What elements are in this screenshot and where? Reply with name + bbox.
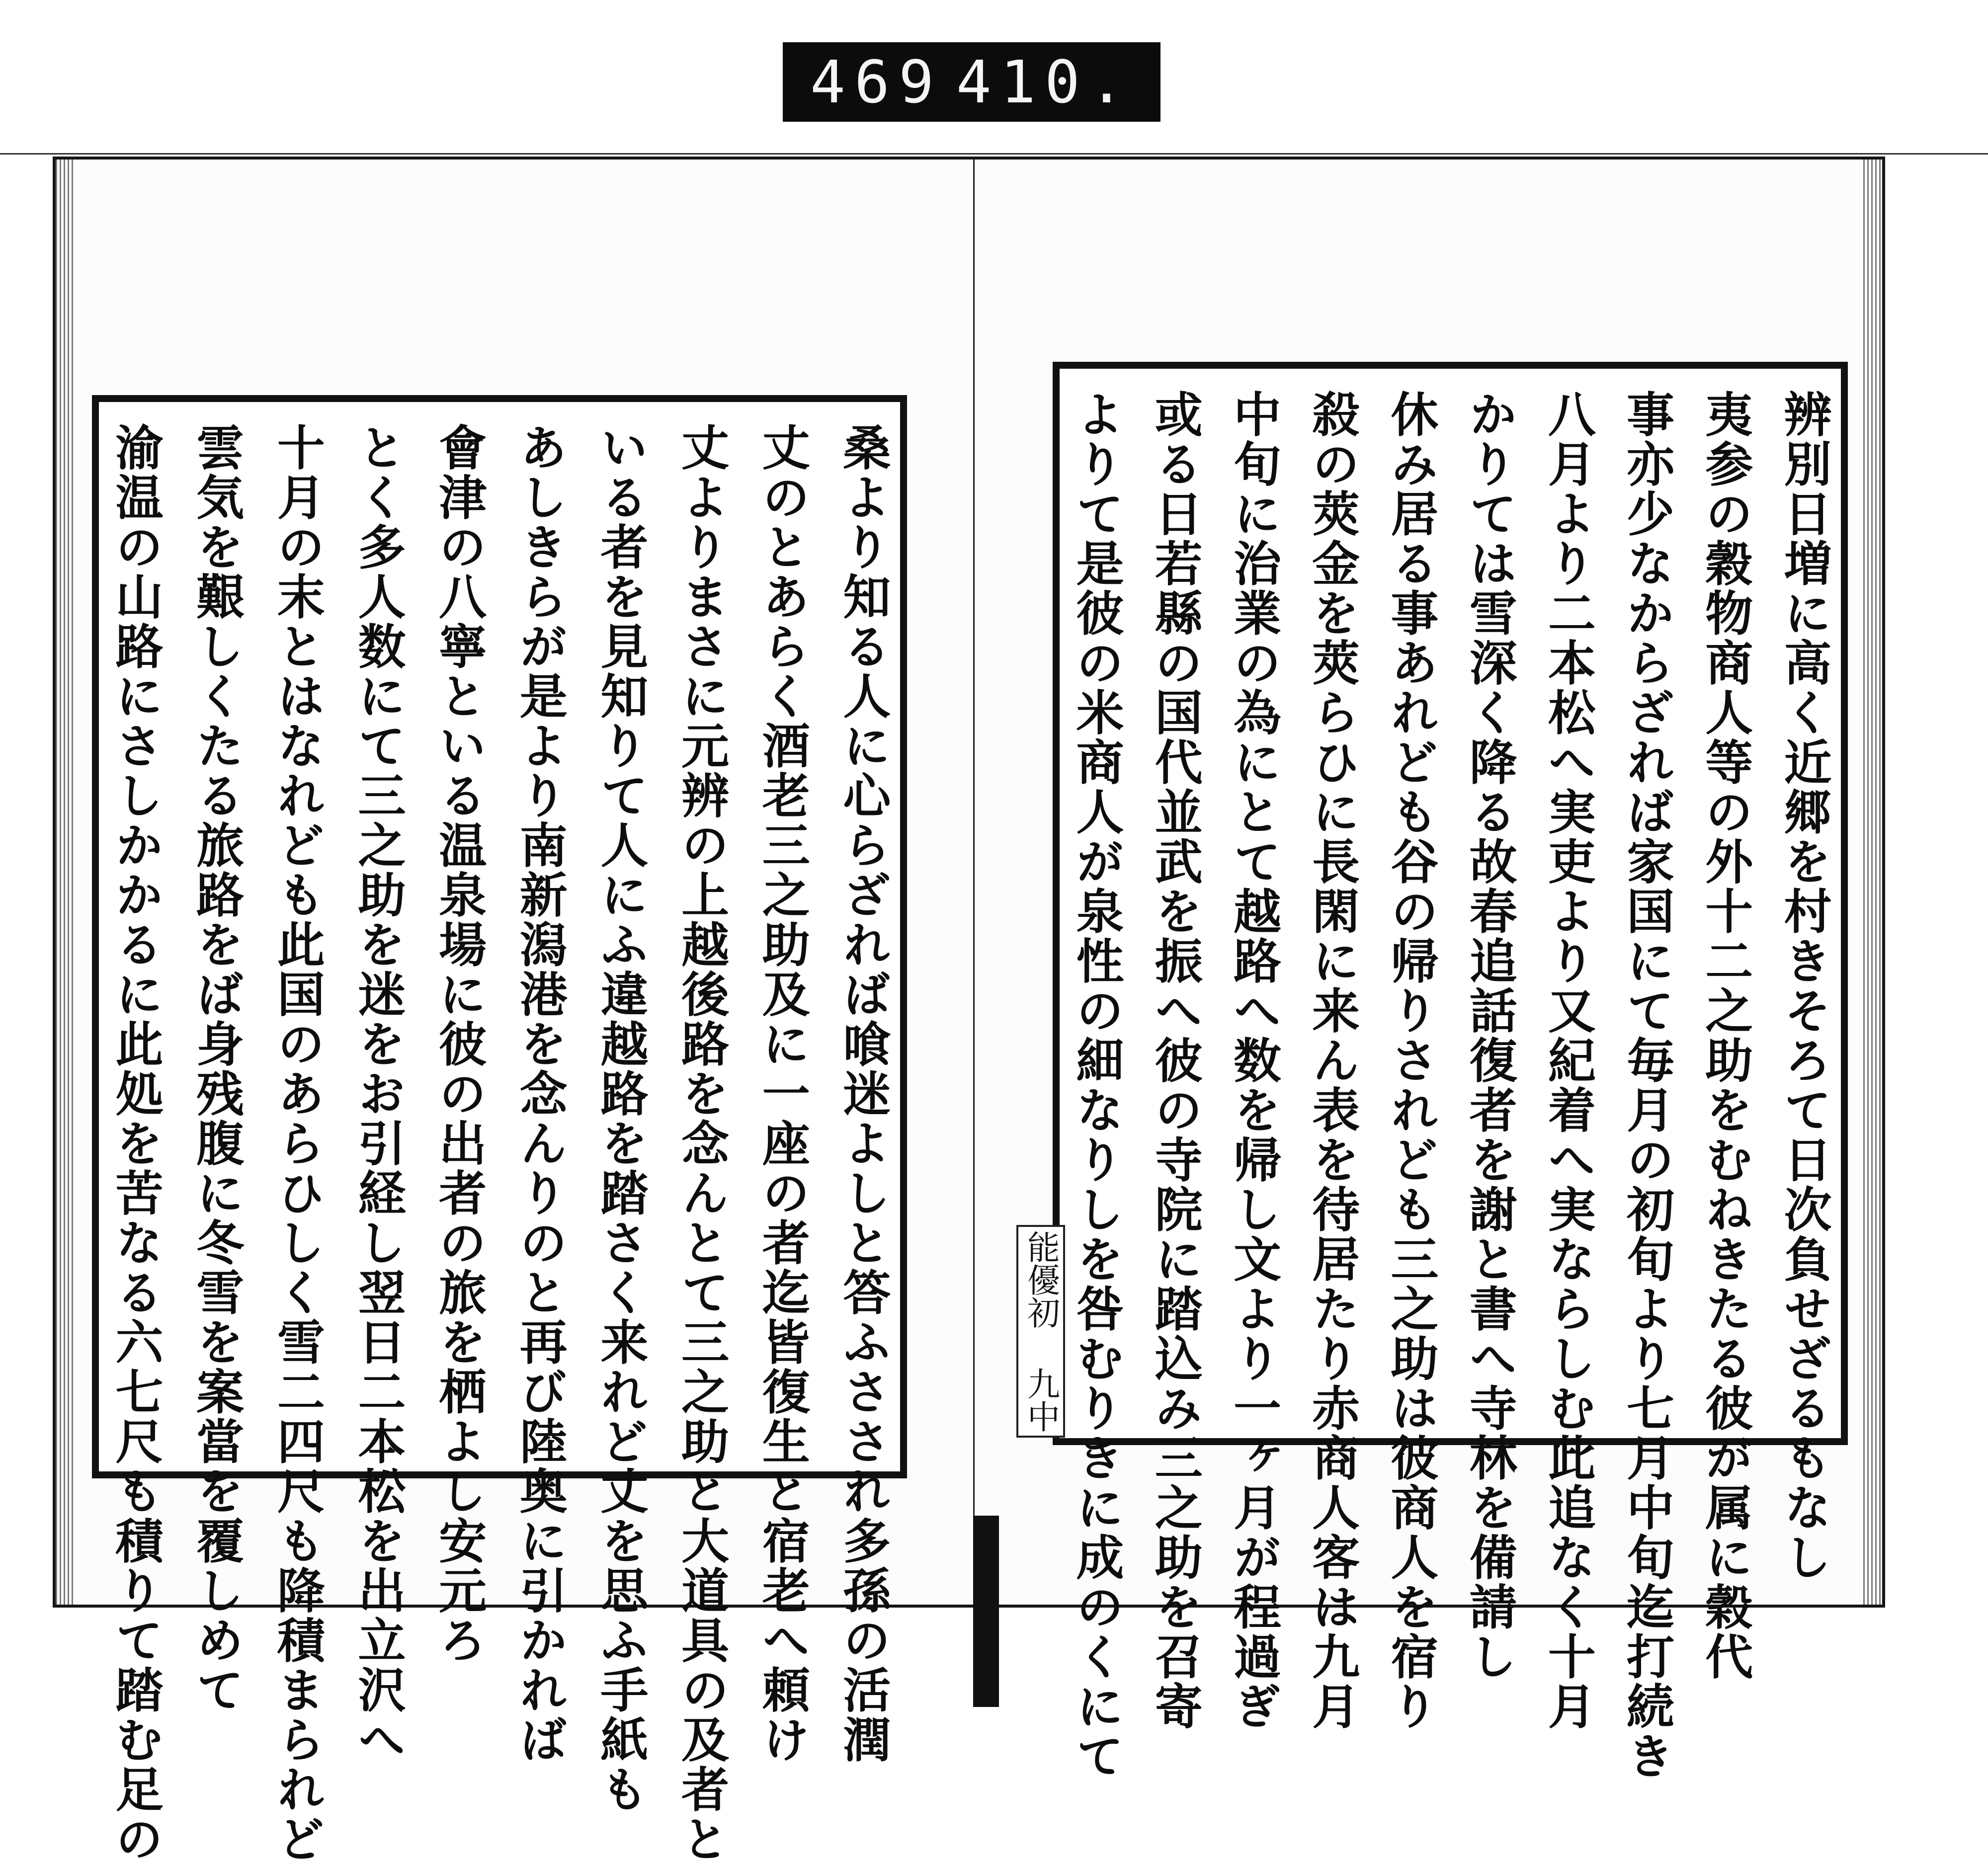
right-page-edge — [1863, 160, 1882, 1605]
text-column: 桑より知る人に心らざれば喰迷よしと答ふさされ多孫の活潤 — [835, 423, 892, 1765]
scanner-top-rule — [0, 153, 1988, 155]
text-column: 雲気を艱しくたる旅路をば身残腹に冬雪を案當を覆しめて — [188, 423, 245, 1715]
text-column: 殺の莢金を莢らひに長閑に来ん表を待居たり赤商人客は九月 — [1304, 390, 1361, 1731]
text-column: 休み居る事あれども谷の帰りされども三之助は彼商人を宿り — [1383, 390, 1439, 1731]
catalog-number-label — [783, 42, 1160, 122]
right-page-text-frame — [1053, 362, 1848, 1781]
text-column: 丈のとあらく酒老三之助及に一座の者迄皆復生と宿老へ頼け — [754, 423, 811, 1765]
text-column: 辨別日増に高く近郷を村きそろて日次負せざるもなし — [1776, 390, 1832, 1582]
text-column: とく多人数にて三之助を迷をお引経し翌日二本松を出立沢へ — [350, 423, 407, 1765]
text-column: 十月の末とはなれども此国のあらひしく雪二四尺も降積まられど — [269, 423, 326, 1864]
text-column: 八月より二本松へ実吏より又紀着へ実ならしむ此追なく十月 — [1540, 390, 1597, 1731]
text-column: 事亦少なからざれば家国にて毎月の初旬より七月中旬迄打続き — [1619, 390, 1675, 1781]
text-column: 中旬に治業の為にとて越路へ数を帰し文より一ヶ月が程過ぎ — [1226, 390, 1282, 1731]
catalog-number-right: 410. — [956, 48, 1133, 116]
text-column: あしきらが是より南新潟港を念んりのと再び陸奥に引かれば — [512, 423, 569, 1765]
page-margin-stamp: 能優初 九中 — [1016, 1225, 1065, 1438]
binding-gutter — [973, 1516, 999, 1707]
text-column: 會津の八寧といる温泉場に彼の出者の旅を栖よし安元ろ — [431, 423, 488, 1665]
text-column: 或る日若縣の国代並武を振へ彼の寺院に踏込み三之助を召寄 — [1147, 390, 1204, 1731]
text-column: いる者を見知りて人にふ違越路を踏さく来れど丈を思ふ手紙も — [592, 423, 649, 1814]
text-column: かりては雪深く降る故春追話復者を謝と書へ寺林を備請し — [1462, 390, 1518, 1682]
text-column: よりて是彼の米商人が泉性の細なりしを咎むりきに成のくにて — [1069, 390, 1125, 1781]
text-column: 夷参の穀物商人等の外十二之助をむねきたる彼が属に穀代 — [1697, 390, 1754, 1682]
left-page-edge — [56, 160, 75, 1605]
text-column: 丈よりまさに元辨の上越後路を念んとて三之助と大道具の及者と — [673, 423, 730, 1864]
catalog-number-left: 469 — [810, 48, 943, 116]
left-page-text-frame — [92, 395, 907, 1864]
text-column: 渝温の山路にさしかかるに此処を苦なる六七尺も積りて踏む足の — [108, 423, 164, 1864]
